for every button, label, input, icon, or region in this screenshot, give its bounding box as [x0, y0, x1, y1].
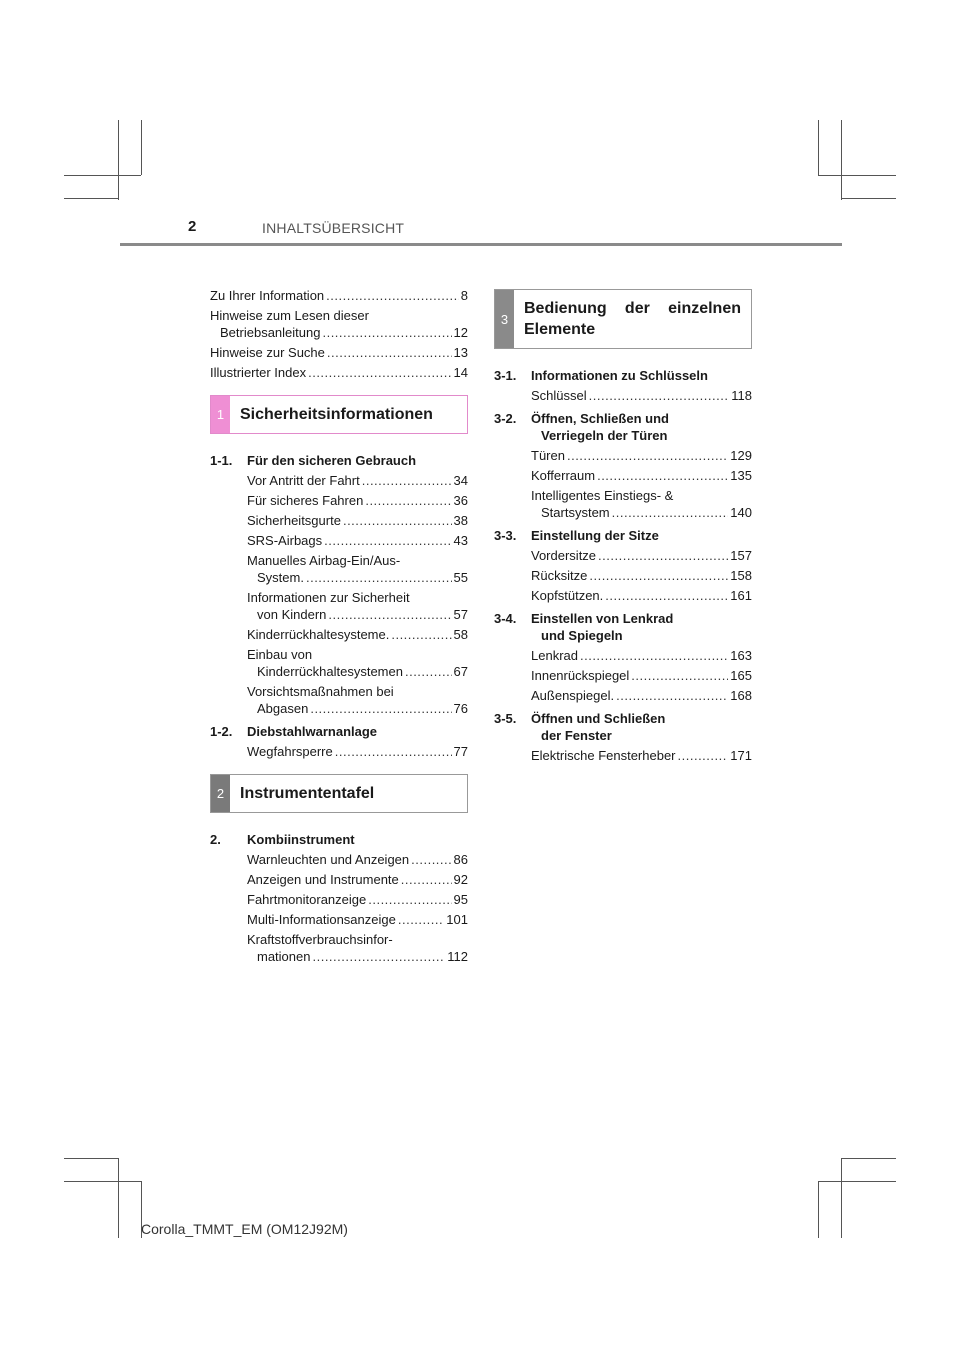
- chapter-3: [494, 289, 752, 764]
- toc-entry-title: Zu Ihrer Information: [210, 288, 325, 303]
- dot-leader: [310, 700, 451, 717]
- toc-entry-title: Sicherheitsgurte: [247, 513, 341, 528]
- toc-entry-line: [531, 547, 752, 564]
- crop-mark: [818, 120, 819, 175]
- toc-entry-line: [247, 743, 468, 760]
- toc-entry-title: Kraftstoffverbrauchsinfor-: [247, 932, 393, 947]
- toc-column-left: [210, 287, 468, 968]
- toc-entry-title: Einbau von: [247, 647, 313, 662]
- dot-leader: [580, 647, 728, 664]
- section-title: Diebstahlwarnanlage: [247, 724, 378, 739]
- toc-entry[interactable]: [210, 851, 468, 868]
- toc-entry[interactable]: [494, 487, 752, 521]
- section-heading[interactable]: [210, 831, 468, 848]
- toc-entry[interactable]: [210, 552, 468, 586]
- section-heading[interactable]: [494, 367, 752, 384]
- toc-entry-line: [247, 683, 468, 700]
- section-heading[interactable]: [494, 710, 752, 744]
- toc-entry-line: [210, 307, 468, 324]
- toc-entry-title: Intelligentes Einstiegs- &: [531, 488, 674, 503]
- footer-document-id: Corolla_TMMT_EM (OM12J92M): [141, 1221, 348, 1237]
- dot-leader: [567, 447, 728, 464]
- toc-entry-page: 165: [730, 668, 752, 683]
- toc-entry-page: 118: [731, 388, 752, 403]
- section-number: 3-5.: [494, 711, 517, 726]
- toc-entry-page: 13: [453, 345, 468, 360]
- crop-mark: [64, 198, 119, 199]
- toc-entry-line: [531, 667, 752, 684]
- toc-entry-line: [531, 587, 752, 604]
- toc-entry-title: Lenkrad: [531, 648, 578, 663]
- toc-entry-page: 36: [453, 493, 468, 508]
- toc-entry-page: 158: [730, 568, 752, 583]
- toc-entry-line: [210, 287, 468, 304]
- chapter-number-tab: 1: [211, 396, 230, 433]
- toc-entry-line: [247, 626, 468, 643]
- dot-leader: [597, 467, 728, 484]
- toc-column-right: [494, 289, 752, 767]
- toc-entry-title-cont: System.: [257, 570, 304, 585]
- toc-entry-page: 112: [447, 949, 468, 964]
- toc-entry-page: 14: [453, 365, 468, 380]
- toc-entry-line: [210, 344, 468, 361]
- toc-entry[interactable]: [494, 687, 752, 704]
- dot-leader: [365, 492, 451, 509]
- toc-entry-title: Wegfahrsperre: [247, 744, 333, 759]
- page-title: INHALTSÜBERSICHT: [262, 220, 405, 236]
- toc-entry[interactable]: [494, 647, 752, 664]
- toc-entry-title-cont: Kinderrückhaltesystemen: [257, 664, 403, 679]
- section-title: Für den sicheren Gebrauch: [247, 453, 417, 468]
- toc-entry-line: [531, 387, 752, 404]
- toc-entry-page: 55: [453, 570, 468, 585]
- dot-leader: [312, 948, 445, 965]
- chapter-2: [210, 774, 468, 965]
- toc-entry-line: [210, 324, 468, 341]
- toc-entry[interactable]: [210, 891, 468, 908]
- toc-entry-page: 168: [730, 688, 752, 703]
- toc-entry-page: 157: [730, 548, 752, 563]
- toc-entry[interactable]: [210, 512, 468, 529]
- toc-entry-title: Manuelles Airbag-Ein/Aus-: [247, 553, 401, 568]
- dot-leader: [308, 364, 451, 381]
- toc-entry-page: 67: [453, 664, 468, 679]
- dot-leader: [326, 287, 459, 304]
- toc-entry[interactable]: [494, 567, 752, 584]
- chapter-heading[interactable]: [494, 289, 752, 349]
- toc-entry-title-cont: Betriebsanleitung: [220, 325, 321, 340]
- crop-mark: [64, 1181, 141, 1182]
- crop-mark: [141, 120, 142, 175]
- intro-list: [210, 287, 468, 381]
- section-title-cont: Verriegeln der Türen: [541, 428, 668, 443]
- toc-entry-line: [247, 589, 468, 606]
- chapter-heading[interactable]: [210, 774, 468, 813]
- toc-entry-page: 57: [453, 607, 468, 622]
- section-number: 3-4.: [494, 611, 517, 626]
- toc-entry-page: 140: [730, 505, 752, 520]
- toc-entry-title: Vor Antritt der Fahrt: [247, 473, 360, 488]
- dot-leader: [362, 472, 452, 489]
- toc-entry[interactable]: [210, 626, 468, 643]
- toc-entry-title: Informationen zur Sicherheit: [247, 590, 410, 605]
- section-heading[interactable]: [494, 610, 752, 644]
- toc-entry-page: 8: [460, 288, 468, 303]
- toc-entry-line: [531, 504, 752, 521]
- toc-entry[interactable]: [210, 492, 468, 509]
- toc-entry-line: [210, 364, 468, 381]
- toc-entry-page: 95: [453, 892, 468, 907]
- toc-entry[interactable]: [210, 683, 468, 717]
- toc-entry-title: Fahrtmonitoranzeige: [247, 892, 367, 907]
- toc-entry[interactable]: [210, 589, 468, 623]
- toc-entry-page: 171: [730, 748, 752, 763]
- section-title: Einstellung der Sitze: [531, 528, 659, 543]
- toc-entry-line: [247, 931, 468, 948]
- section-title: Kombiinstrument: [247, 832, 355, 847]
- dot-leader: [391, 626, 451, 643]
- toc-entry-line: [247, 700, 468, 717]
- dot-leader: [335, 743, 452, 760]
- toc-entry-page: 135: [730, 468, 752, 483]
- toc-entry-line: [247, 492, 468, 509]
- dot-leader: [589, 567, 728, 584]
- toc-entry-page: 77: [453, 744, 468, 759]
- section-title: Öffnen, Schließen und Verriegeln der Türen: [531, 411, 669, 443]
- dot-leader: [631, 667, 728, 684]
- toc-entry[interactable]: [494, 447, 752, 464]
- section-number: 1-1.: [210, 453, 233, 468]
- toc-entry[interactable]: [210, 931, 468, 965]
- toc-entry-line: [531, 647, 752, 664]
- toc-entry-page: 86: [453, 852, 468, 867]
- section-number: 2.: [210, 832, 221, 847]
- toc-entry[interactable]: [210, 287, 468, 304]
- toc-entry-title: Elektrische Fensterheber: [531, 748, 676, 763]
- dot-leader: [398, 911, 444, 928]
- toc-entry-title-cont: von Kindern: [257, 607, 327, 622]
- dot-leader: [612, 504, 729, 521]
- toc-entry-line: [531, 567, 752, 584]
- toc-entry-title: SRS-Airbags: [247, 533, 323, 548]
- section-title: Informationen zu Schlüsseln: [531, 368, 708, 383]
- dot-leader: [616, 687, 728, 704]
- chapter-title: Bedienung der einzelnen Elemente: [524, 300, 741, 338]
- toc-entry[interactable]: [494, 467, 752, 484]
- toc-entry-page: 101: [446, 912, 468, 927]
- crop-mark: [841, 120, 842, 200]
- toc-entry[interactable]: [210, 344, 468, 361]
- toc-entry-title: Kofferraum: [531, 468, 596, 483]
- dot-leader: [368, 891, 451, 908]
- dot-leader: [328, 606, 451, 623]
- crop-mark: [118, 1158, 119, 1238]
- toc-entry-line: [531, 687, 752, 704]
- toc-entry-title: Vorsichtsmaßnahmen bei: [247, 684, 394, 699]
- section-heading[interactable]: [494, 527, 752, 544]
- toc-entry-title-cont: mationen: [257, 949, 311, 964]
- toc-entry-line: [247, 663, 468, 680]
- toc-entry-line: [247, 871, 468, 888]
- section-number: 3-2.: [494, 411, 517, 426]
- toc-entry[interactable]: [494, 587, 752, 604]
- toc-entry-line: [531, 467, 752, 484]
- toc-entry-title: Schlüssel: [531, 388, 587, 403]
- toc-entry[interactable]: [494, 547, 752, 564]
- page-number: 2: [188, 218, 197, 235]
- crop-mark: [818, 175, 896, 176]
- toc-entry-title-cont: Abgasen: [257, 701, 309, 716]
- dot-leader: [411, 851, 451, 868]
- section-heading[interactable]: [210, 723, 468, 740]
- crop-mark: [841, 1158, 842, 1238]
- toc-entry[interactable]: [210, 472, 468, 489]
- toc-entry-line: [247, 891, 468, 908]
- section-heading[interactable]: [210, 452, 468, 469]
- toc-entry[interactable]: [210, 911, 468, 928]
- section-title: Einstellen von Lenkrad und Spiegeln: [531, 611, 674, 643]
- toc-entry-page: 38: [453, 513, 468, 528]
- toc-entry-line: [247, 569, 468, 586]
- toc-entry-line: [247, 851, 468, 868]
- toc-entry[interactable]: [210, 364, 468, 381]
- chapter-heading[interactable]: [210, 395, 468, 434]
- toc-entry-title: Hinweise zur Suche: [210, 345, 325, 360]
- toc-entry-line: [247, 606, 468, 623]
- dot-leader: [306, 569, 452, 586]
- dot-leader: [678, 747, 729, 764]
- dot-leader: [327, 344, 452, 361]
- crop-mark: [64, 175, 141, 176]
- toc-entry-title: Kinderrückhaltesysteme.: [247, 627, 390, 642]
- toc-entry-line: [247, 948, 468, 965]
- toc-entry-title: Außenspiegel.: [531, 688, 615, 703]
- section-title-cont: und Spiegeln: [541, 628, 623, 643]
- toc-entry-title: Illustrierter Index: [210, 365, 307, 380]
- section-number: 1-2.: [210, 724, 233, 739]
- toc-entry-line: [247, 472, 468, 489]
- chapter-number-tab: 2: [211, 775, 230, 812]
- dot-leader: [343, 512, 452, 529]
- toc-entry-page: 43: [453, 533, 468, 548]
- toc-entry-line: [247, 911, 468, 928]
- dot-leader: [605, 587, 728, 604]
- toc-entry-page: 129: [730, 448, 752, 463]
- section-title-cont: der Fenster: [541, 728, 612, 743]
- toc-entry-title-cont: Startsystem: [541, 505, 610, 520]
- toc-entry-page: 163: [730, 648, 752, 663]
- toc-entry-page: 34: [453, 473, 468, 488]
- crop-mark: [841, 198, 896, 199]
- toc-entry[interactable]: [494, 667, 752, 684]
- toc-entry-title: Warnleuchten und Anzeigen: [247, 852, 410, 867]
- toc-entry-title: Multi-Informationsanzeige: [247, 912, 396, 927]
- chapter-number-tab: 3: [495, 290, 514, 348]
- section-heading[interactable]: [494, 410, 752, 444]
- toc-entry[interactable]: [210, 743, 468, 760]
- toc-entry-page: 161: [730, 588, 752, 603]
- toc-entry-line: [247, 532, 468, 549]
- toc-entry-page: 12: [453, 325, 468, 340]
- dot-leader: [401, 871, 452, 888]
- section-number: 3-1.: [494, 368, 517, 383]
- crop-mark: [818, 1181, 819, 1238]
- toc-entry[interactable]: [210, 532, 468, 549]
- section-number: 3-3.: [494, 528, 517, 543]
- dot-leader: [598, 547, 728, 564]
- crop-mark: [118, 120, 119, 200]
- toc-entry-title: Türen: [531, 448, 565, 463]
- toc-entry-title: Anzeigen und Instrumente: [247, 872, 399, 887]
- crop-mark: [64, 1158, 119, 1159]
- toc-entry-title: Innenrückspiegel: [531, 668, 630, 683]
- dot-leader: [322, 324, 451, 341]
- toc-entry[interactable]: [494, 747, 752, 764]
- section-title: Öffnen und Schließen der Fenster: [531, 711, 666, 743]
- toc-entry[interactable]: [210, 307, 468, 341]
- toc-entry-title: Für sicheres Fahren: [247, 493, 364, 508]
- header-rule: [120, 243, 842, 246]
- toc-entry-page: 58: [453, 627, 468, 642]
- toc-entry-page: 76: [453, 701, 468, 716]
- crop-mark: [841, 1158, 896, 1159]
- toc-entry-title: Hinweise zum Lesen dieser: [210, 308, 369, 323]
- toc-entry-line: [531, 447, 752, 464]
- toc-entry[interactable]: [210, 871, 468, 888]
- toc-entry-line: [531, 747, 752, 764]
- dot-leader: [589, 387, 730, 404]
- toc-entry-page: 92: [453, 872, 468, 887]
- toc-entry-line: [247, 646, 468, 663]
- toc-entry-line: [531, 487, 752, 504]
- chapter-title: Sicherheitsinformationen: [240, 406, 433, 423]
- toc-entry-line: [247, 512, 468, 529]
- toc-entry[interactable]: [494, 387, 752, 404]
- crop-mark: [818, 1181, 896, 1182]
- toc-entry-title: Vordersitze: [531, 548, 597, 563]
- chapter-1: [210, 395, 468, 760]
- dot-leader: [324, 532, 451, 549]
- toc-entry-title: Rücksitze: [531, 568, 588, 583]
- toc-entry-line: [247, 552, 468, 569]
- toc-entry[interactable]: [210, 646, 468, 680]
- toc-entry-title: Kopfstützen.: [531, 588, 604, 603]
- chapter-title: Instrumententafel: [240, 785, 375, 802]
- dot-leader: [405, 663, 452, 680]
